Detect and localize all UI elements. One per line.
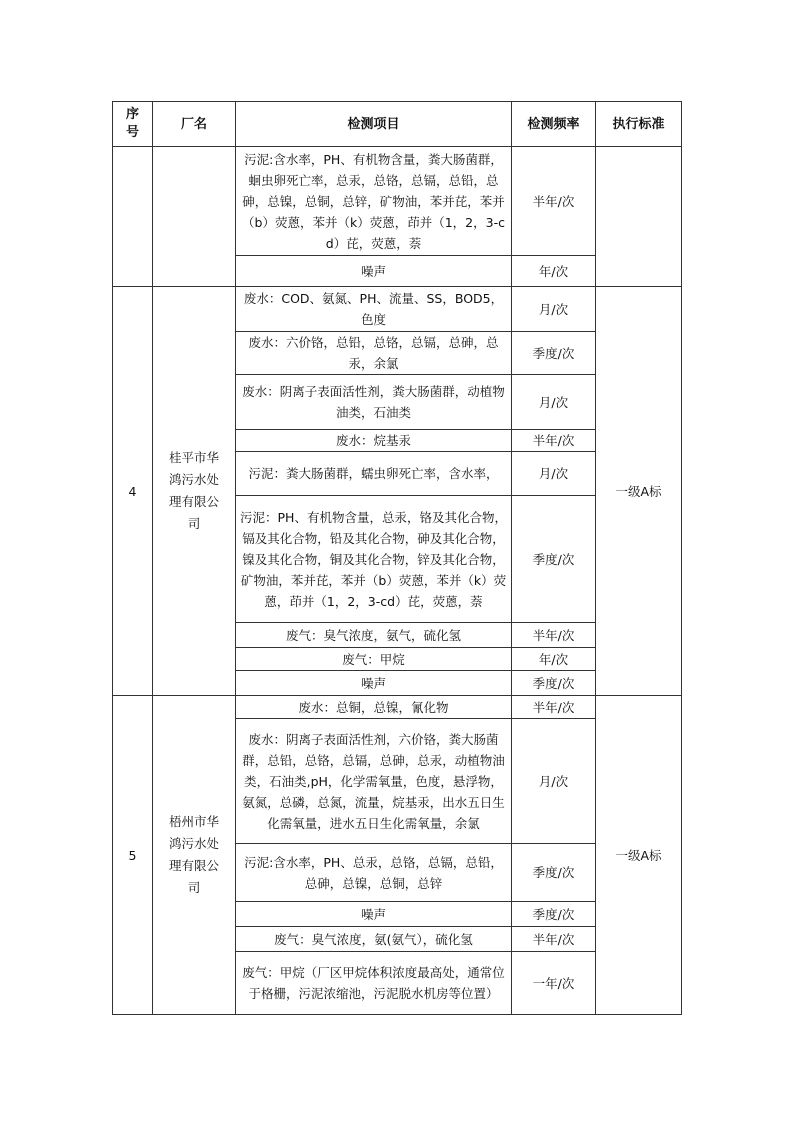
standard-cell: 一级A标 [596, 696, 682, 1015]
freq-cell: 年/次 [512, 648, 596, 671]
item-cell: 废水：六价铬，总铅，总铬，总镉，总砷，总汞，余氯 [236, 332, 512, 375]
item-cell: 废水：阴离子表面活性剂，粪大肠菌群，动植物油类，石油类 [236, 375, 512, 430]
header-plant: 厂名 [153, 102, 236, 147]
plant-cell [153, 147, 236, 287]
freq-cell: 月/次 [512, 719, 596, 844]
item-cell: 废气：甲烷 [236, 648, 512, 671]
table-body [113, 147, 682, 1015]
header-freq: 检测频率 [512, 102, 596, 147]
table-row [113, 287, 682, 332]
item-cell: 废气：臭气浓度，氨气，硫化氢 [236, 623, 512, 648]
item-cell: 废水：烷基汞 [236, 430, 512, 452]
freq-cell: 半年/次 [512, 696, 596, 719]
item-cell: 污泥：PH、有机物含量，总汞，铬及其化合物，镉及其化合物，铅及其化合物，砷及其化合物，镍及其化合物，铜及其化合物，锌及其化合物，矿物油，苯并芘，苯并（b）荧蒽，苯并（k）荧蒽，茚并（1，2，3-cd）芘，荧蒽，萘 [236, 496, 512, 623]
freq-cell: 季度/次 [512, 332, 596, 375]
freq-cell: 月/次 [512, 287, 596, 332]
header-item: 检测项目 [236, 102, 512, 147]
freq-cell: 半年/次 [512, 927, 596, 952]
item-cell: 噪声 [236, 256, 512, 287]
item-cell: 废水：COD、氨氮、PH、流量、SS，BOD5，色度 [236, 287, 512, 332]
freq-cell: 季度/次 [512, 844, 596, 902]
freq-cell: 月/次 [512, 452, 596, 496]
item-cell: 废气：甲烷（厂区甲烷体积浓度最高处，通常位于格栅，污泥浓缩池，污泥脱水机房等位置） [236, 952, 512, 1015]
freq-cell: 半年/次 [512, 623, 596, 648]
monitoring-table [112, 101, 682, 1015]
item-cell: 污泥:含水率，PH、有机物含量，粪大肠菌群，蛔虫卵死亡率，总汞，总铬，总镉，总铅，总砷，总镍，总铜，总锌，矿物油，苯并芘，苯并（b）荧蒽，苯并（k）荧蒽，茚并（1，2，3-cd）芘，荧蒽，萘 [236, 147, 512, 256]
freq-cell: 半年/次 [512, 147, 596, 256]
freq-cell: 一年/次 [512, 952, 596, 1015]
item-cell: 废水：阴离子表面活性剂，六价铬，粪大肠菌群，总铅，总铬，总镉，总砷，总汞，动植物油类，石油类,pH，化学需氧量，色度，悬浮物，氨氮，总磷，总氮，流量，烷基汞，出水五日生化需氧量，进水五日生化需氧量，余氯 [236, 719, 512, 844]
item-cell: 噪声 [236, 671, 512, 696]
freq-cell: 季度/次 [512, 902, 596, 927]
item-cell: 噪声 [236, 902, 512, 927]
seq-cell: 5 [113, 696, 153, 1015]
freq-cell: 半年/次 [512, 430, 596, 452]
header-row [113, 102, 682, 147]
item-cell: 污泥：粪大肠菌群，蠕虫卵死亡率，含水率， [236, 452, 512, 496]
standard-cell [596, 147, 682, 287]
freq-cell: 季度/次 [512, 496, 596, 623]
seq-cell [113, 147, 153, 287]
table-row [113, 696, 682, 719]
item-cell: 污泥:含水率，PH、总汞，总铬，总镉，总铅，总砷，总镍，总铜，总锌 [236, 844, 512, 902]
freq-cell: 季度/次 [512, 671, 596, 696]
table-row [113, 147, 682, 256]
item-cell: 废气：臭气浓度，氨(氨气），硫化氢 [236, 927, 512, 952]
freq-cell: 月/次 [512, 375, 596, 430]
item-cell: 废水：总铜，总镍，氰化物 [236, 696, 512, 719]
standard-cell: 一级A标 [596, 287, 682, 696]
plant-cell: 桂平市华鸿污水处理有限公司 [153, 287, 236, 696]
header-seq: 序号 [113, 102, 153, 147]
seq-cell: 4 [113, 287, 153, 696]
plant-cell: 梧州市华鸿污水处理有限公司 [153, 696, 236, 1015]
header-standard: 执行标准 [596, 102, 682, 147]
freq-cell: 年/次 [512, 256, 596, 287]
